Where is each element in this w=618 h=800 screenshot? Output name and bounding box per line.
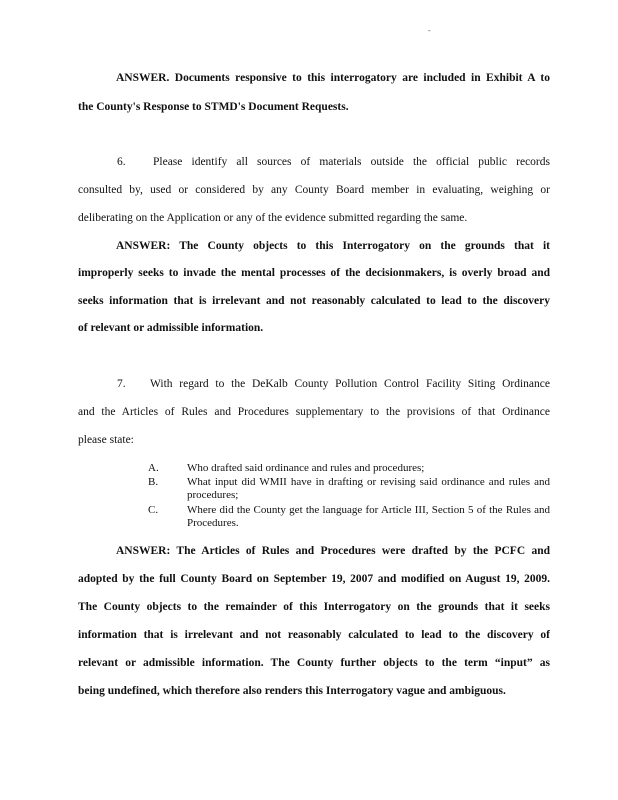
answer-6-line-4: of relevant or admissible information. [78,322,264,334]
list-item-text: Where did the County get the language for Article III, Section 5 of the Rules and Procedures. [187,504,550,529]
answer-7-line-3: The County objects to the remainder of this Interrogatory on the grounds that it seeks [78,601,550,613]
list-item-text: What input did WMII have in drafting or revising said ordinance and rules and procedures; [187,476,550,501]
interrogatory-6-line-3: deliberating on the Application or any of the evidence submitted regarding the same. [78,212,468,224]
answer-6-line-3: seeks information that is irrelevant and not reasonably calculated to lead to the discovery [78,295,550,307]
interrogatory-6-line-1: Please identify all sources of materials outside the official public records [153,156,550,168]
list-item-letter: B. [148,476,159,488]
interrogatory-7-line-3: please state: [78,434,134,446]
interrogatory-6-line-2: consulted by, used or considered by any County Board member in evaluating, weighing or [78,184,550,196]
answer-7-line-2: adopted by the full County Board on September 19, 2007 and modified on August 19, 2009. [78,573,550,585]
answer-1-line-2: the County's Response to STMD's Document Requests. [78,101,349,113]
interrogatory-6-number: 6. [117,156,126,168]
interrogatory-7-line-1: With regard to the DeKalb County Pollution Control Facility Siting Ordinance [150,378,550,390]
answer-7-line-6: being undefined, which therefore also renders this Interrogatory vague and ambiguous. [78,685,506,697]
list-item-text: Who drafted said ordinance and rules and procedures; [187,462,425,474]
answer-7-line-1: ANSWER: The Articles of Rules and Procedures were drafted by the PCFC and [116,545,550,557]
list-item-letter: A. [148,462,159,474]
page-mark: - [428,26,431,35]
answer-6-line-1: ANSWER: The County objects to this Interrogatory on the grounds that it [116,240,550,252]
interrogatory-7-number: 7. [117,378,126,390]
answer-6-line-2: improperly seeks to invade the mental processes of the decisionmakers, is overly broad and [78,267,550,279]
answer-7-line-4: information that is irrelevant and not reasonably calculated to lead to the discovery of [78,629,550,641]
interrogatory-7-line-2: and the Articles of Rules and Procedures supplementary to the provisions of that Ordinance [78,406,550,418]
answer-1-line-1: ANSWER. Documents responsive to this interrogatory are included in Exhibit A to [116,72,550,84]
answer-7-line-5: relevant or admissible information. The County further objects to the term “input” as [78,657,550,669]
list-item-letter: C. [148,504,159,516]
